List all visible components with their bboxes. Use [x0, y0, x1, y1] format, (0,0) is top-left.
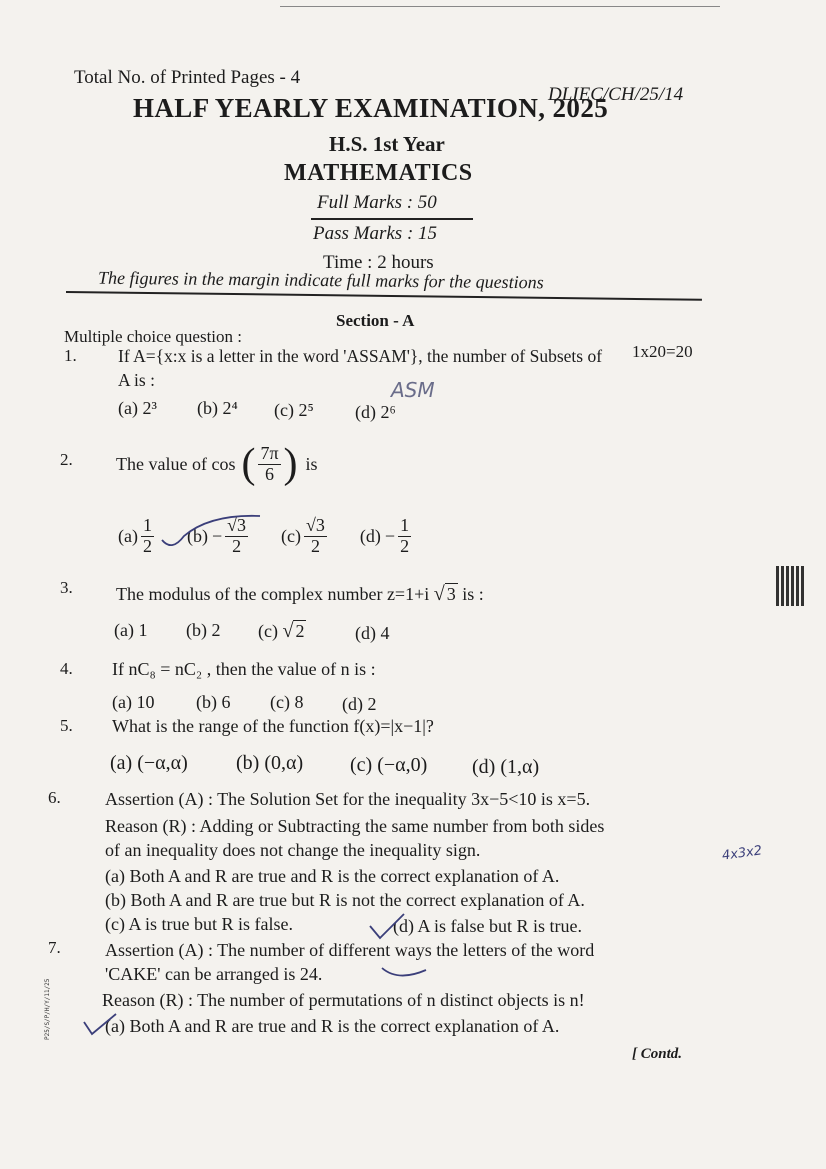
q1-option-b: (b) 2⁴ — [197, 398, 238, 418]
q2-c-den: 2 — [310, 535, 320, 556]
q3-option-b: (b) 2 — [186, 620, 221, 640]
q6-option-c: (c) A is true but R is false. — [105, 914, 293, 934]
margin-instruction: The figures in the margin indicate full marks for the questions — [97, 267, 544, 293]
q7-reason: Reason (R) : The number of permutations of n distinct objects is n! — [102, 990, 585, 1010]
q5-text: What is the range of the function f(x)=|x−1|? — [112, 716, 434, 736]
q2-option-c-label: (c) — [281, 525, 302, 546]
q7-assertion-line2: 'CAKE' can be arranged is 24. — [105, 964, 323, 984]
q2-d-num: 1 — [400, 514, 410, 535]
q2-option-b-label: (b) — [186, 525, 208, 546]
q6-option-a: (a) Both A and R are true and R is the correct explanation of A. — [105, 866, 560, 886]
q3-option-a: (a) 1 — [114, 620, 148, 640]
q3-number: 3. — [60, 578, 73, 597]
section-marks: 1x20=20 — [632, 342, 693, 361]
q6-number: 6. — [48, 788, 61, 807]
q2-fraction — [258, 444, 280, 485]
q3-text — [116, 583, 484, 606]
q2-stem: The value of cos — [116, 453, 236, 474]
q7-assertion-line1: Assertion (A) : The number of different ways the letters of the word — [105, 940, 595, 960]
q2-a-num: 1 — [142, 514, 152, 535]
q4-option-d: (d) 2 — [342, 694, 377, 714]
q2-option-c-value — [304, 516, 327, 557]
q2-option-a-value — [141, 516, 154, 557]
top-edge-line — [280, 6, 720, 7]
continued-mark: [ Contd. — [632, 1046, 683, 1062]
q2-option-d-value — [398, 516, 411, 557]
q6-reason-line2: of an inequality does not change the inequality sign. — [105, 840, 481, 860]
q2-numerator: 7π — [260, 442, 279, 463]
q1-option-a: (a) 2³ — [118, 398, 157, 418]
time-allowed: Time : 2 hours — [323, 252, 434, 273]
paper-code: DLIEC/CH/25/14 — [548, 84, 684, 105]
q4-option-b: (b) 6 — [196, 692, 231, 712]
q3-sqrt-sign: √ — [433, 583, 445, 605]
q5-option-b: (b) (0,α) — [236, 752, 304, 774]
q2-suffix: is — [305, 453, 318, 474]
q2-c-num: √3 — [306, 514, 325, 535]
exam-title: HALF YEARLY EXAMINATION, 2025 — [133, 93, 609, 123]
q1-number: 1. — [64, 346, 77, 365]
total-pages: Total No. of Printed Pages - 4 — [74, 67, 301, 88]
q3-suffix: is : — [462, 584, 484, 604]
q1-option-c: (c) 2⁵ — [274, 400, 314, 420]
q6-option-d: (d) A is false but R is true. — [393, 916, 582, 936]
q2-d-minus: − — [384, 525, 396, 546]
q6-handwritten-tick — [368, 912, 408, 942]
q2-option-a-label: (a) — [118, 525, 138, 546]
full-marks: Full Marks : 50 — [317, 192, 437, 213]
q4-text: If nC₈ = nC₂ , then the value of n is : — [112, 659, 376, 679]
q3-option-c-sqrt: √ — [282, 620, 294, 642]
q7-handwritten-mark — [380, 964, 430, 984]
q1-text-line2: A is : — [118, 370, 155, 390]
q3-option-d: (d) 4 — [355, 623, 390, 643]
header-divider — [66, 291, 702, 300]
q2-text — [116, 436, 318, 492]
q2-handwritten-tick — [160, 506, 270, 556]
q1-text-line1: If A={x:x is a letter in the word 'ASSAM'}, the number of Subsets of — [118, 346, 603, 366]
q4-option-c: (c) 8 — [270, 692, 304, 712]
q4-option-a: (a) 10 — [112, 692, 155, 712]
subject-title: MATHEMATICS — [284, 160, 473, 186]
q2-b-den: 2 — [232, 535, 242, 556]
q2-number: 2. — [60, 450, 73, 469]
section-subtitle: Multiple choice question : — [64, 327, 242, 346]
q2-b-num: √3 — [227, 514, 247, 535]
full-marks-underline — [311, 218, 473, 220]
side-paper-code: P25/S/P/H/Y/11/25 — [44, 978, 51, 1040]
qr-code — [776, 566, 804, 606]
class-name: H.S. 1st Year — [329, 132, 445, 156]
q3-option-c — [258, 620, 306, 643]
q2-a-den: 2 — [142, 535, 152, 556]
q3-option-c-root: 2 — [295, 621, 305, 641]
q5-option-a: (a) (−α,α) — [110, 752, 188, 774]
q5-option-c: (c) (−α,0) — [350, 754, 428, 776]
q3-root: 3 — [446, 584, 456, 604]
q3-option-c-label: (c) — [258, 621, 278, 641]
q2-b-minus: − — [211, 525, 223, 546]
q6-handwritten-note: 4x3x2 — [721, 843, 764, 864]
q7-handwritten-tick — [82, 1010, 122, 1038]
q2-right-paren: ) — [283, 441, 298, 487]
q2-option-d-label: (d) — [359, 525, 381, 546]
q4-number: 4. — [60, 659, 73, 678]
q2-left-paren: ( — [241, 441, 256, 487]
q1-option-d: (d) 2⁶ — [355, 402, 396, 422]
section-title: Section - A — [336, 311, 415, 330]
q5-option-d: (d) (1,α) — [472, 756, 540, 778]
q6-reason-line1: Reason (R) : Adding or Subtracting the same number from both sides — [105, 816, 605, 836]
pass-marks: Pass Marks : 15 — [313, 223, 438, 244]
q1-handwritten-note: ASM — [391, 378, 435, 402]
q3-stem: The modulus of the complex number z=1+i — [116, 584, 430, 604]
q7-number: 7. — [48, 938, 61, 957]
q2-denominator: 6 — [265, 463, 274, 484]
q6-option-b: (b) Both A and R are true but R is not the correct explanation of A. — [105, 890, 585, 910]
q5-number: 5. — [60, 716, 73, 735]
q6-assertion: Assertion (A) : The Solution Set for the inequality 3x−5<10 is x=5. — [105, 789, 591, 809]
q7-option-a: (a) Both A and R are true and R is the correct explanation of A. — [105, 1016, 560, 1036]
q2-d-den: 2 — [400, 535, 410, 556]
